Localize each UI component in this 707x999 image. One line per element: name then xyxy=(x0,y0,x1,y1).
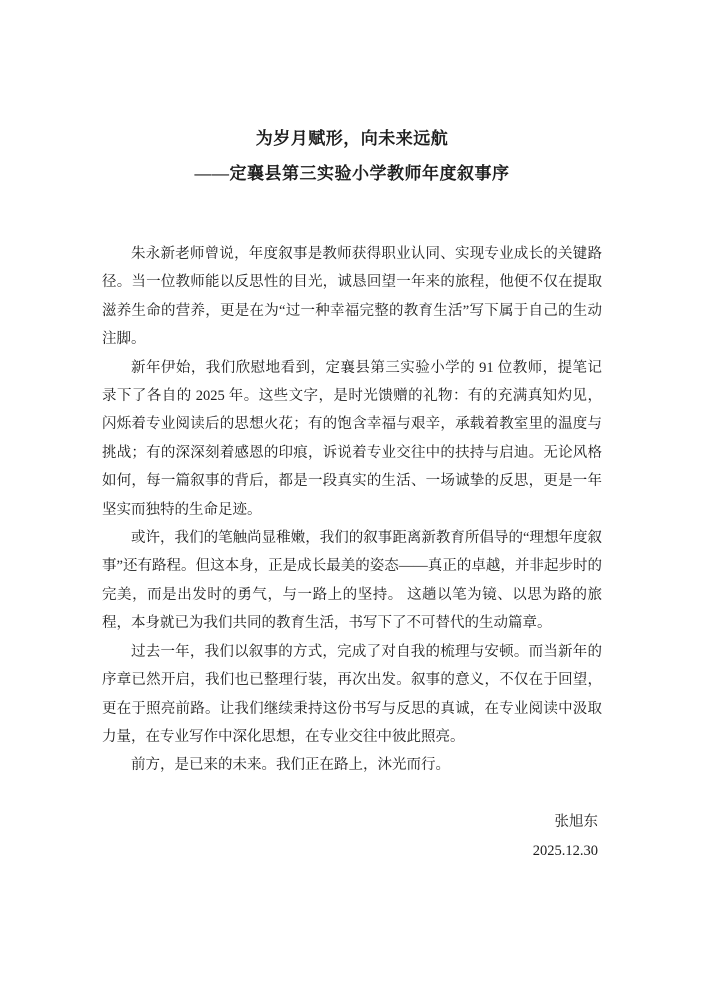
document-heading xyxy=(102,121,602,191)
signature-block xyxy=(102,808,602,865)
paragraph-3: 或许，我们的笔触尚显稚嫩，我们的叙事距离新教育所倡导的“理想年度叙事”还有路程。但这本身，正是成长最美的姿态——真正的卓越，并非起步时的完美，而是出发时的勇气，与一路上的坚持。 这趟以笔为镜、以思为路的旅程，本身就已为我们共同的教育生活，书写下了不可替代的生动篇章。 xyxy=(102,530,602,632)
document-subtitle: ——定襄县第三实验小学教师年度叙事序 xyxy=(194,164,510,183)
signature-name: 张旭东 xyxy=(554,814,598,831)
paragraph-1: 朱永新老师曾说，年度叙事是教师获得职业认同、实现专业成长的关键路径。当一位教师能以反思性的目光，诚恳回望一年来的旅程，他便不仅在提取滋养生命的营养，更是在为“过一种幸福完整的教育生活”写下属于自己的生动注脚。 xyxy=(102,246,602,348)
document-title: 为岁月赋形，向未来远航 xyxy=(255,129,449,148)
paragraph-4: 过去一年，我们以叙事的方式，完成了对自我的梳理与安顿。而当新年的序章已然开启，我们也已整理行装，再次出发。叙事的意义，不仅在于回望，更在于照亮前路。让我们继续秉持这份书写与反思的真诚，在专业阅读中汲取力量，在专业写作中深化思想，在专业交往中彼此照亮。 xyxy=(102,643,602,745)
signature-date: 2025.12.30 xyxy=(532,842,598,859)
document-body xyxy=(102,240,602,865)
paragraph-2: 新年伊始，我们欣慰地看到，定襄县第三实验小学的 91 位教师，提笔记录下了各自的 2025 年。这些文字，是时光馈赠的礼物：有的充满真知灼见，闪烁着专业阅读后的思想火花；有的饱含幸福与艰辛，承载着教室里的温度与挑战；有的深深刻着感恩的印痕，诉说着专业交往中的扶持与启迪。无论风格如何，每一篇叙事的背后，都是一段真实的生活、一场诚挚的反思，更是一年坚实而独特的生命足迹。 xyxy=(102,359,602,518)
paragraph-5: 前方，是已来的未来。我们正在路上，沐光而行。 xyxy=(131,757,450,774)
